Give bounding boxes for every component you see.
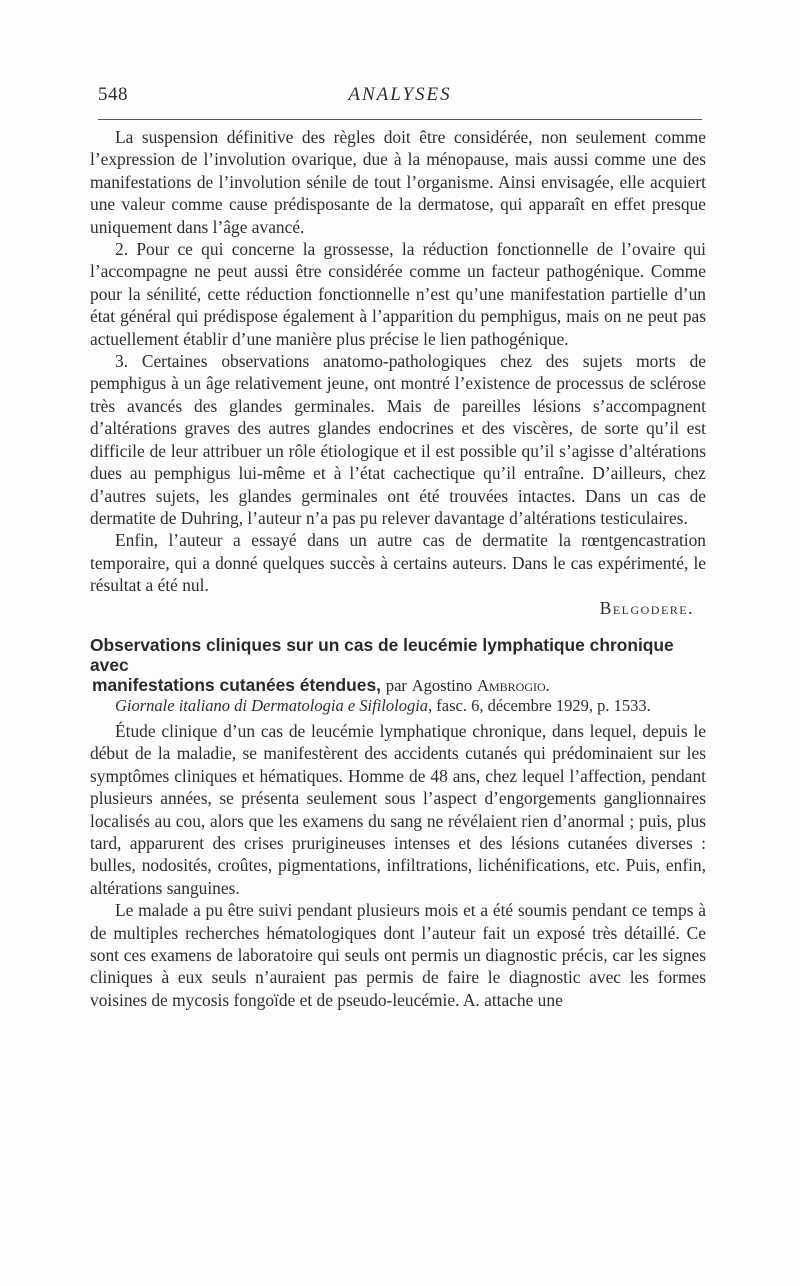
review2-title: [90, 635, 706, 696]
review2-paragraph-2: Le malade a pu être suivi pendant plusieurs mois et a été soumis pendant ce temps à de multiples recherches hématologiques dont l’auteur fait un exposé très détaillé. Ce sont ces examens de laboratoire qui seuls ont permis un diagnostic précis, car les signes cliniques à eux seuls n’auraient pas permis de faire le diagnostic avec les formes voisines de mycosis fongoïde et de pseudo-leucémie. A. attache une: [90, 900, 706, 1010]
review1-paragraph-2: 2. Pour ce qui concerne la grossesse, la réduction fonctionnelle de l’ovaire qui l’accompagne ne peut aussi être considérée comme un facteur pathogénique. Comme pour la sénilité, cette réduction fonctionnelle n’est qu’une manifestation partielle d’un état général qui prédispose également à l’apparition du pemphigus, mais on ne peut pas actuellement établir d’une manière plus précise le lien pathogénique.: [90, 239, 706, 349]
header-rule: [98, 119, 702, 120]
running-head: [98, 84, 702, 110]
review2-by: par: [385, 675, 407, 695]
review2-title-line1: Observations cliniques sur un cas de leucémie lymphatique chronique avec: [90, 634, 674, 675]
review2-author-family: Ambrogio.: [477, 675, 550, 695]
review2-citation: fasc. 6, décembre 1929, p. 1533.: [436, 695, 651, 715]
review2-title-line2: manifestations cutanées étendues,: [92, 674, 381, 695]
review1-paragraph-3: 3. Certaines observations anatomo-pathologiques chez des sujets morts de pemphigus à un âge relativement jeune, ont montré l’existence de processus de sclérose très avancés des glandes germinales. Mais de pareilles lésions s’accompagnent d’altérations graves des autres glandes endocrines et des viscères, de sorte qu’il est difficile de leur attribuer un rôle étiologique et il est possible qu’il s’agisse d’altérations dues au pemphigus lui-même et à l’état cachectique qu’il entraîne. D’ailleurs, chez d’autres sujets, les glandes germinales ont été trouvées intactes. Dans un cas de dermatite de Duhring, l’auteur n’a pas pu relever davantage d’altérations testiculaires.: [90, 351, 706, 528]
review1-paragraph-1: La suspension définitive des règles doit être considérée, non seulement comme l’expression de l’involution ovarique, due à la ménopause, mais aussi comme une des manifestations de l’involution sénile de tout l’organisme. Ainsi envisagée, elle acquiert une valeur comme cause prédisposante de la dermatose, qui apparaît en effet presque uniquement dans l’âge avancé.: [90, 127, 706, 237]
review2-paragraph-1: Étude clinique d’un cas de leucémie lymphatique chronique, dans lequel, depuis le début de la maladie, se manifestèrent des accidents cutanés qui prédominaient sur les symptômes cliniques et hématiques. Homme de 48 ans, chez lequel l’affection, pendant plusieurs années, se présenta seulement sous l’aspect d’engorgements ganglionnaires localisés au cou, alors que les examens du sang ne révélaient rien d’anormal ; puis, plus tard, apparurent des crises prurigineuses intenses et des lésions cutanées diverses : bulles, nodosités, croûtes, pigmentations, infiltrations, lichénifications, etc. Puis, enfin, altérations sanguines.: [90, 720, 706, 898]
review2-reference: [90, 696, 706, 716]
review1-signature: Belgodere.: [599, 597, 694, 618]
review2-journal: Giornale italiano di Dermatologia e Sifilologia,: [115, 695, 433, 715]
page-number: 548: [98, 84, 128, 105]
running-title: ANALYSES: [348, 84, 452, 105]
page-body: [90, 126, 706, 1011]
review2-author-given: Agostino: [411, 675, 473, 695]
review1-paragraph-4: Enfin, l’auteur a essayé dans un autre cas de dermatite la rœntgencastration temporaire, qui a donné quelques succès à certains auteurs. Dans le cas expérimenté, le résultat a été nul.: [90, 530, 706, 596]
